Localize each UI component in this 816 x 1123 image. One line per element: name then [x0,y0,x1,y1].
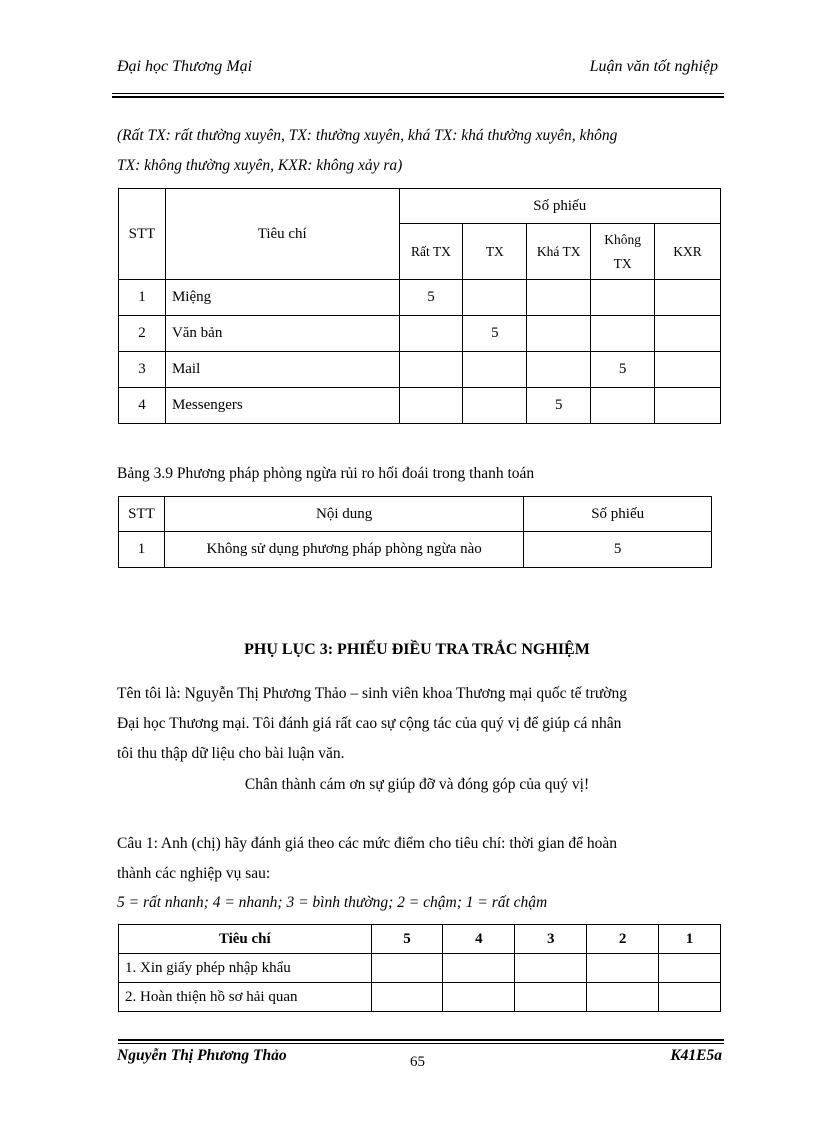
subheader-khong-tx: Không TX [591,224,655,280]
question-1-line-2: thành các nghiệp vụ sau: [117,865,271,882]
row-value [463,388,527,424]
header-score: 4 [443,925,515,954]
table-row [119,388,721,424]
row-value: 5 [524,532,712,568]
row-name: Văn bản [165,316,399,352]
header-left: Đại học Thương Mại [117,58,253,75]
row-value: 5 [463,316,527,352]
table-row [119,983,721,1012]
rating-table [118,924,721,1012]
row-stt: 2 [119,316,166,352]
table-row [119,954,721,983]
intro-line-3: tôi thu thập dữ liệu cho bài luận văn. [117,745,345,762]
score-cell[interactable] [587,983,659,1012]
legend-line-1: (Rất TX: rất thường xuyên, TX: thường xuyên, khá TX: khá thường xuyên, không [117,127,618,144]
row-value [655,280,721,316]
header-score: 2 [587,925,659,954]
legend-line-2: TX: không thường xuyên, KXR: không xảy ra) [117,157,403,174]
table-row [119,352,721,388]
row-content: Không sử dụng phương pháp phòng ngừa nào [164,532,523,568]
row-stt: 4 [119,388,166,424]
row-value [463,352,527,388]
row-value [527,316,591,352]
rating-scale: 5 = rất nhanh; 4 = nhanh; 3 = bình thường; 2 = chậm; 1 = rất chậm [117,894,548,911]
row-name: Messengers [165,388,399,424]
subheader-tx: TX [463,224,527,280]
header-rule [112,93,724,94]
table-row [119,316,721,352]
row-value [591,388,655,424]
header-noi-dung: Nội dung [164,497,523,532]
header-score: 1 [659,925,721,954]
row-value [463,280,527,316]
row-stt: 1 [119,532,165,568]
header-so-phieu: Số phiếu [399,189,721,224]
question-1-line-1: Câu 1: Anh (chị) hãy đánh giá theo các mức điểm cho tiêu chí: thời gian để hoàn [117,835,617,852]
row-value: 5 [399,280,463,316]
score-cell[interactable] [443,954,515,983]
row-name: Mail [165,352,399,388]
header-stt: STT [119,189,166,280]
header-stt: STT [119,497,165,532]
hedging-table [118,496,712,568]
intro-line-1: Tên tôi là: Nguyễn Thị Phương Thảo – sinh viên khoa Thương mại quốc tế trường [117,685,627,702]
row-value: 5 [527,388,591,424]
table-row [119,532,712,568]
header-tieu-chi: Tiêu chí [119,925,372,954]
row-value [655,316,721,352]
footer-author: Nguyễn Thị Phương Thảo [117,1047,287,1064]
footer-rule [118,1039,724,1041]
header-tieu-chi: Tiêu chí [165,189,399,280]
row-value [527,280,591,316]
row-value [591,280,655,316]
score-cell[interactable] [443,983,515,1012]
score-cell[interactable] [587,954,659,983]
frequency-table [118,188,721,424]
subheader-kxr: KXR [655,224,721,280]
header-right: Luận văn tốt nghiệp [589,58,718,75]
score-cell[interactable] [371,954,443,983]
score-cell[interactable] [515,954,587,983]
score-cell[interactable] [515,983,587,1012]
row-value [399,352,463,388]
row-value [527,352,591,388]
criterion-label: 1. Xin giấy phép nhập khẩu [119,954,372,983]
score-cell[interactable] [659,954,721,983]
subheader-rat-tx: Rất TX [399,224,463,280]
row-value [655,352,721,388]
subheader-kha-tx: Khá TX [527,224,591,280]
header-so-phieu: Số phiếu [524,497,712,532]
score-cell[interactable] [371,983,443,1012]
table-caption: Bảng 3.9 Phương pháp phòng ngừa rủi ro hối đoái trong thanh toán [117,465,535,482]
row-name: Miệng [165,280,399,316]
footer-rule-thin [118,1043,724,1044]
row-value [591,316,655,352]
thanks-line: Chân thành cám ơn sự giúp đỡ và đóng góp của quý vị! [244,776,590,793]
header-score: 3 [515,925,587,954]
score-cell[interactable] [659,983,721,1012]
footer-class: K41E5a [670,1047,722,1064]
row-value [399,388,463,424]
row-value [655,388,721,424]
header-rule-thick [112,96,724,98]
table-row [119,280,721,316]
header-score: 5 [371,925,443,954]
row-stt: 3 [119,352,166,388]
intro-line-2: Đại học Thương mại. Tôi đánh giá rất cao sự cộng tác của quý vị để giúp cá nhân [117,715,622,732]
row-value: 5 [591,352,655,388]
page-number: 65 [410,1054,425,1070]
appendix-title: PHỤ LỤC 3: PHIẾU ĐIỀU TRA TRẮC NGHIỆM [244,641,590,658]
row-value [399,316,463,352]
row-stt: 1 [119,280,166,316]
criterion-label: 2. Hoàn thiện hồ sơ hải quan [119,983,372,1012]
